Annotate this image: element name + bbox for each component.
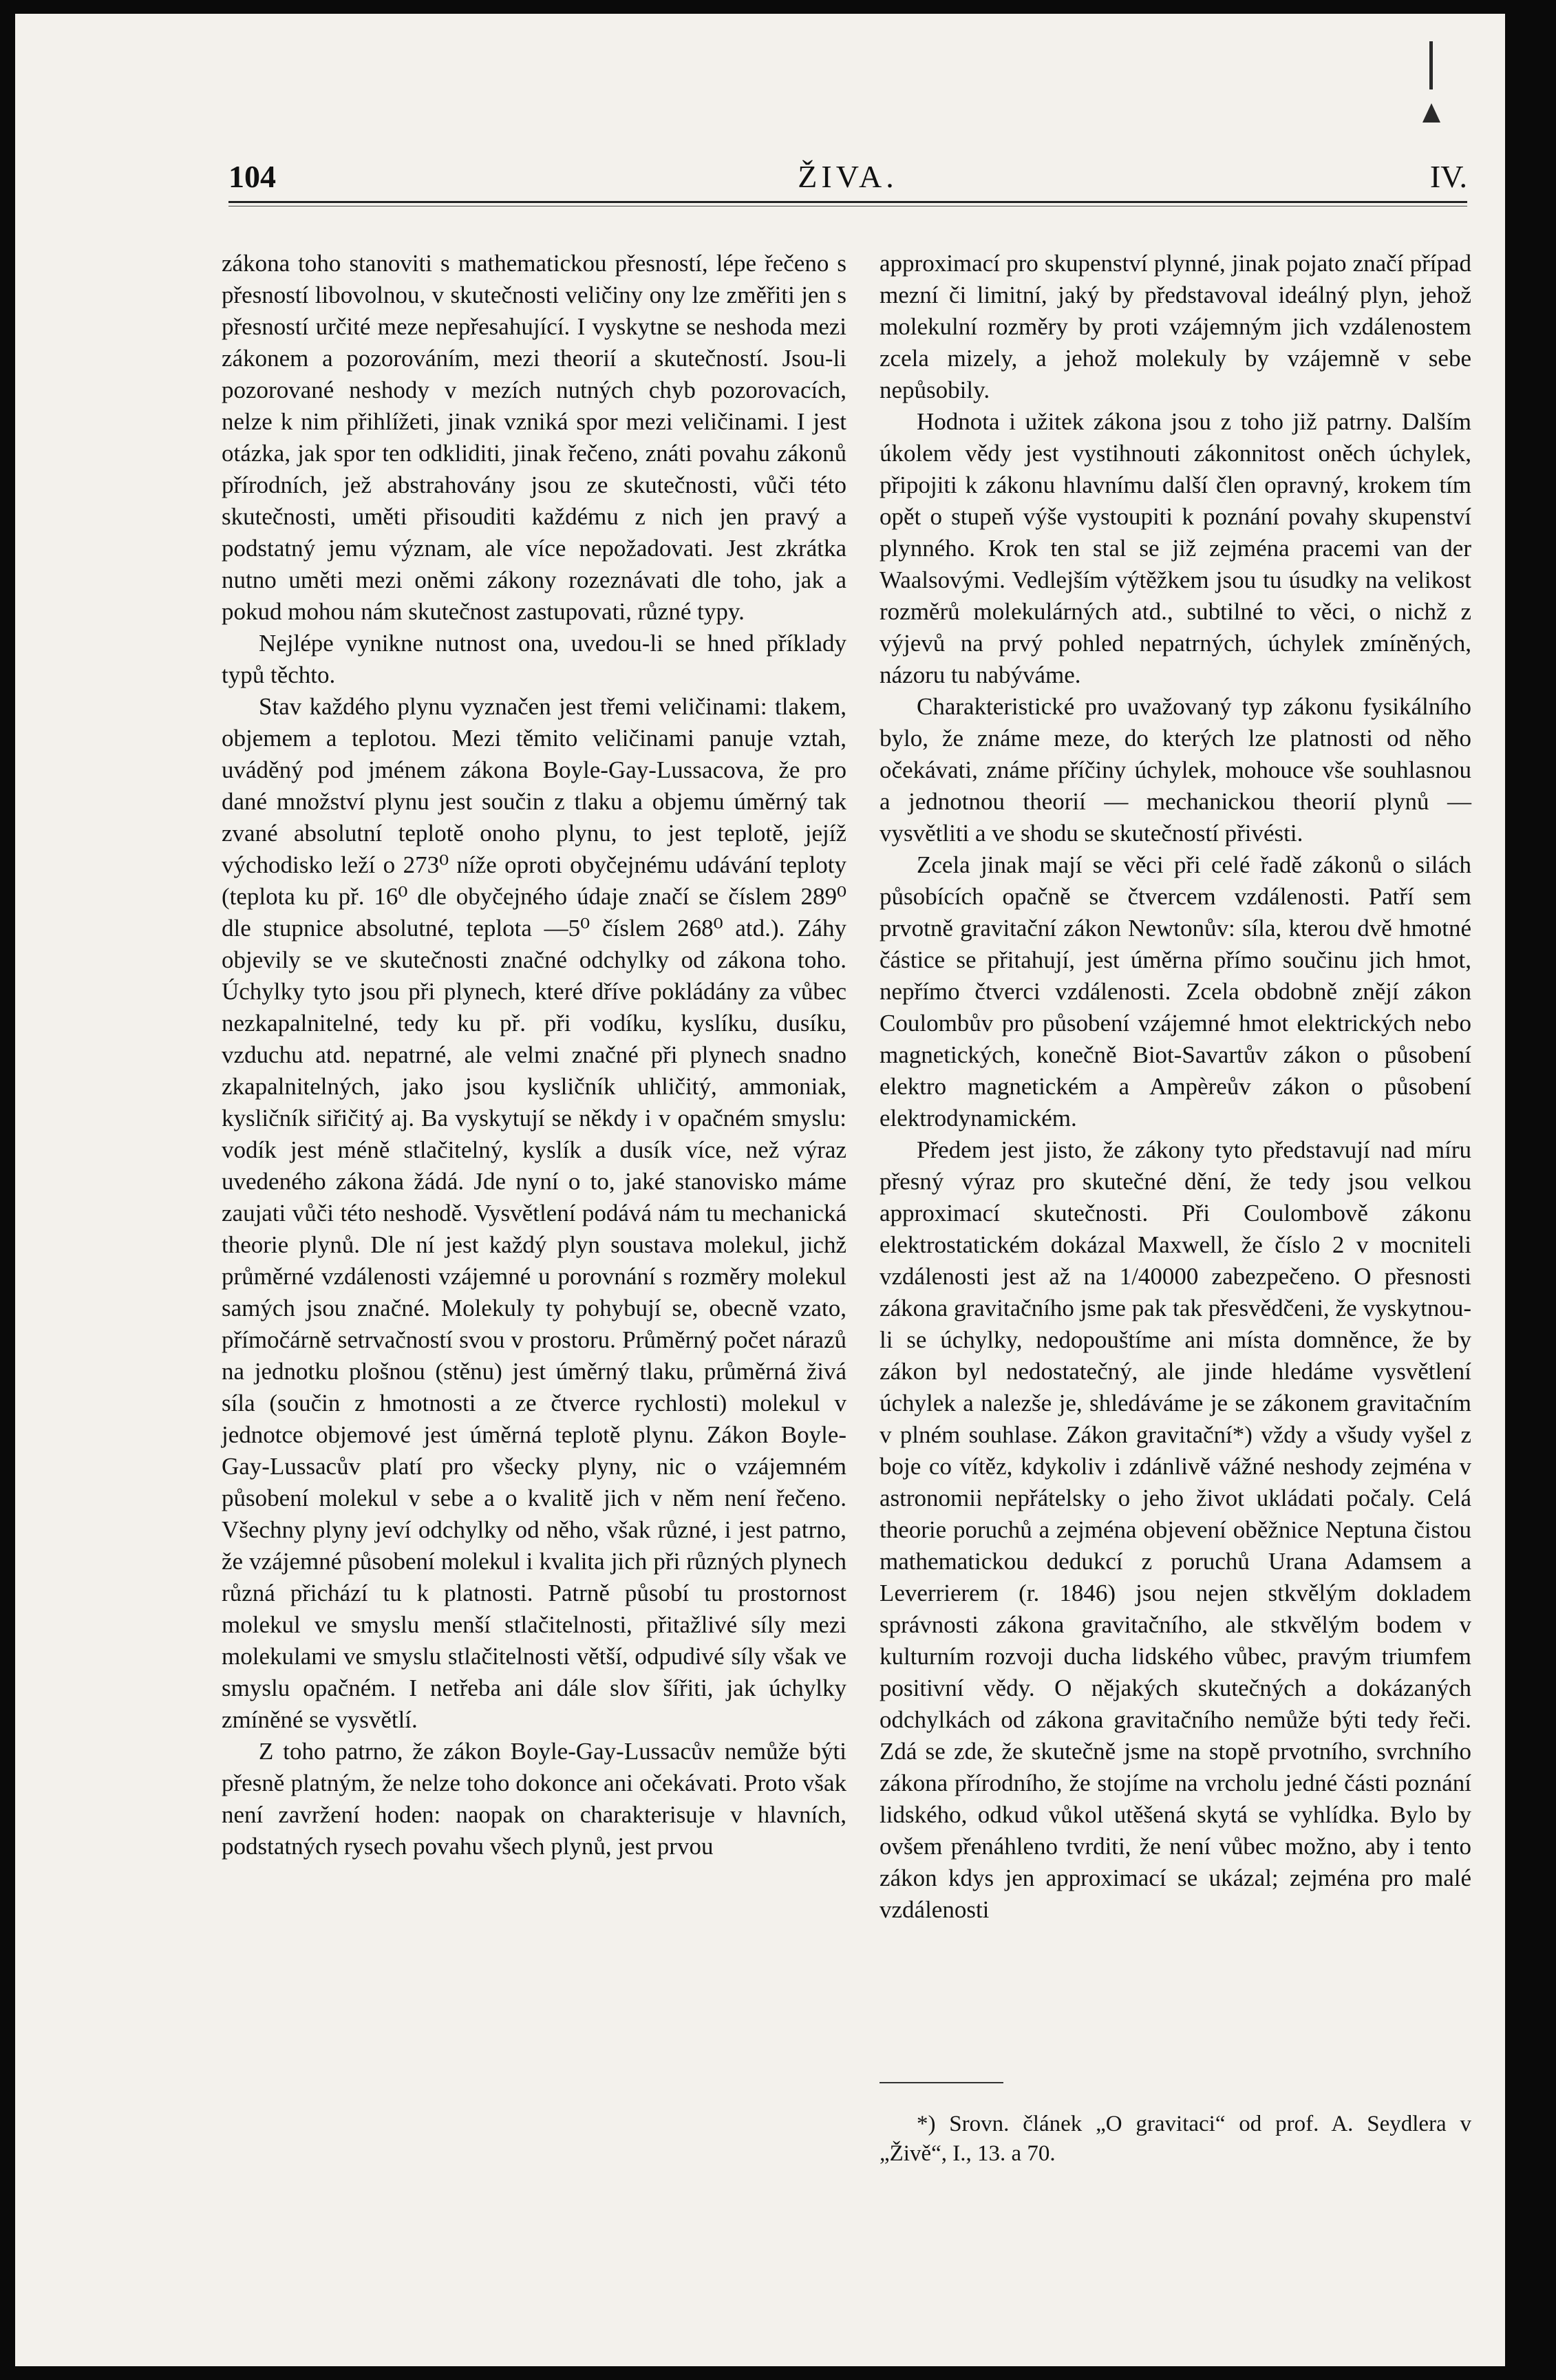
footnote-rule	[880, 2082, 1003, 2083]
paragraph: Charakteristické pro uvažovaný typ zákonu fysikálního bylo, že známe meze, do kterých lze platnosti od něho očekávati, známe příčiny úchylek, mohouce vše souhlasnou a jednotnou theorií — mechanickou theorií plynů — vysvětliti a ve shodu se skutečností přivésti.	[880, 693, 1471, 847]
paragraph: Hodnota i užitek zákona jsou z toho již patrny. Dalším úkolem vědy jest vystihnouti zákonnitost oněch úchylek, připojiti k zákonu hlavnímu další člen opravný, krokem tím opět o stupeň výše vystoupiti k poznání povahy skupenství plynného. Krok ten stal se již zejména pracemi van der Waalsovými. Vedlejším výtěžkem jsou tu úsudky na velikost rozměrů molekulárných atd., subtilné to věci, o nichž z výjevů na prvý pohled nepatrných, úchylek zmíněných, názoru tu nabýváme.	[880, 408, 1471, 688]
paragraph: Zcela jinak mají se věci při celé řadě zákonů o silách působících opačně se čtvercem vzdálenosti. Patří sem prvotně gravitační zákon Newtonův: síla, kterou dvě hmotné částice se přitahují, jest úměrna přímo součinu jich hmot, nepřímo čtverci vzdálenosti. Zcela obdobně znějí zákon Coulombův pro působení vzájemné hmot elektrických nebo magnetických, konečně Biot-Savartův zákon o působení elektro magnetickém a Ampèreův zákon o působení elektrodynamickém.	[880, 851, 1471, 1131]
page	[15, 14, 1505, 2366]
journal-title: ŽIVA.	[798, 159, 898, 194]
right-column	[880, 248, 1471, 1926]
footnote: *) Srovn. článek „O gravitaci“ od prof. A. Seydlera v „Živě“, I., 13. a 70.	[880, 2112, 1471, 2166]
paragraph: Předem jest jisto, že zákony tyto představují nad míru přesný výraz pro skutečné dění, že tedy jsou velkou approximací skutečnosti. Při Coulombově zákonu elektrostatickém dokázal Maxwell, že číslo 2 v mocniteli vzdálenosti jest až na 1/40000 zabezpečeno. O přesnosti zákona gravitačního jsme pak tak přesvědčeni, že vyskytnou-li se úchylky, nedopouštíme ani místa domněnce, že by zákon byl nedostatečný, ale jinde hledáme vysvětlení úchylek a nalezše je, shledáváme je se zákonem gravitačním v plném souhlase. Zákon gravitační*) vždy a všudy vyšel z boje co vítěz, kdykoliv i zdánlivě vážné neshody zejména v astronomii nepřátelsky o jeho život ukládati počaly. Celá theorie poruchů a zejména objevení oběžnice Neptuna čistou mathematickou dedukcí z poruchů Urana Adamsem a Leverrierem (r. 1846) jsou nejen stkvělým dokladem správnosti zákona gravitačního, ale stkvělým bodem v kulturním rozvoji ducha lidského vůbec, pravým triumfem positivní vědy. O nějakých skutečných a dokázaných odchylkách od zákona gravitačního nemůže býti tedy řeči. Zdá se zde, že skutečně jsme na stopě prvotního, svrchního zákona přírodního, že stojíme na vrcholu jedné části poznání lidského, odkud vůkol utěšená skytá se vyhlídka. Bylo by ovšem přenáhleno tvrditi, že není vůbec možno, aby i tento zákon kdys jen approximací se ukázal; zejména pro malé vzdálenosti	[880, 1136, 1471, 1923]
paragraph: Nejlépe vynikne nutnost ona, uvedou-li se hned příklady typů těchto.	[222, 630, 846, 688]
page-number: 104	[228, 159, 276, 194]
volume-number: IV.	[1429, 159, 1467, 194]
paragraph: Stav každého plynu vyznačen jest třemi veličinami: tlakem, objemem a teplotou. Mezi těmito veličinami panuje vztah, uváděný pod jménem zákona Boyle-Gay-Lussacova, že pro dané množství plynu jest součin z tlaku a objemu úměrný tak zvané absolutní teplotě onoho plynu, to jest teplotě, jejíž východisko leží o 273⁰ níže oproti obyčejnému udávání teploty (teplota ku př. 16⁰ dle obyčejného údaje značí se číslem 289⁰ dle stupnice absolutné, teplota —5⁰ číslem 268⁰ atd.). Záhy objevily se ve skutečnosti značné odchylky od zákona toho. Úchylky tyto jsou při plynech, které dříve pokládány za vůbec nezkapalnitelné, tedy ku př. při vodíku, kyslíku, dusíku, vzduchu atd. nepatrné, ale velmi značné při plynech snadno zkapalnitelných, jako jsou kysličník uhličitý, ammoniak, kysličník siřičitý aj. Ba vyskytují se někdy i v opačném smyslu: vodík jest méně stlačitelný, kyslík a dusík více, než výraz uvedeného zákona žádá. Jde nyní o to, jaké stanovisko máme zaujati vůči této neshodě. Vysvětlení podává nám tu mechanická theorie plynů. Dle ní jest každý plyn soustava molekul, jichž průměrné vzdálenosti vzájemné u porovnání s rozměry molekul samých jsou značné. Molekuly ty pohybují se, obecně vzato, přímočárně setrvačností svou v prostoru. Průměrný počet nárazů na jednotku plošnou (stěnu) jest úměrný tlaku, průměrná živá síla (součin z hmotnosti a ze čtverce rychlosti) molekul v jednotce objemové jest úměrná teplotě plynu. Zákon Boyle-Gay-Lussacův platí pro všecky plyny, nic o vzájemném působení molekul v sebe a o kvalitě jich v něm není řečeno. Všechny plyny jeví odchylky od něho, však různé, i jest patrno, že vzájemné působení molekul i kvalita jich při různých plynech různá přichází tu k platnosti. Patrně působí tu prostornost molekul ve smyslu menší stlačitelnosti, přitažlivé síly mezi molekulami ve smyslu stlačitelnosti větší, odpudivé síly však ve smyslu opačném. I netřeba ani dále slov šířiti, jak úchylky zmíněné se vysvětlí.	[222, 693, 846, 1733]
paragraph: zákona toho stanoviti s mathematickou přesností, lépe řečeno s přesností libovolnou, v skutečnosti veličiny ony lze změřiti jen s přesností určité meze nepřesahující. I vyskytne se neshoda mezi zákonem a pozorováním, mezi theorií a skutečností. Jsou-li pozorované neshody v mezích nutných chyb pozorovacích, nelze k nim přihlížeti, jinak vzniká spor mezi veličinami. I jest otázka, jak spor ten odkliditi, jinak řečeno, znáti povahu zákonů přírodních, jež abstrahovány jsou ze skutečnosti, vůči této skutečnosti, uměti přisouditi každému z nich jen pravý a podstatný jemu význam, ale více nepožadovati. Jest zkrátka nutno uměti mezi oněmi zákony rozeznávati dle toho, jak a pokud mohou nám skutečnost zastupovati, různé typy.	[222, 250, 846, 625]
header-rule	[228, 201, 1467, 203]
paragraph: Z toho patrno, že zákon Boyle-Gay-Lussacův nemůže býti přesně platným, že nelze toho dokonce ani očekávati. Proto však není zavržení hoden: naopak on charakterisuje v hlavních, podstatných rysech povahu všech plynů, jest prvou	[222, 1738, 846, 1860]
paragraph: approximací pro skupenství plynné, jinak pojato značí případ mezní či limitní, jaký by představoval ideálný plyn, jehož molekulní rozměry by proti vzájemným jich vzdálenostem zcela mizely, a jehož molekuly by vzájemně v sebe nepůsobily.	[880, 250, 1471, 403]
left-column	[222, 248, 846, 1862]
corner-mark	[1420, 41, 1443, 124]
page-header	[228, 151, 1467, 200]
